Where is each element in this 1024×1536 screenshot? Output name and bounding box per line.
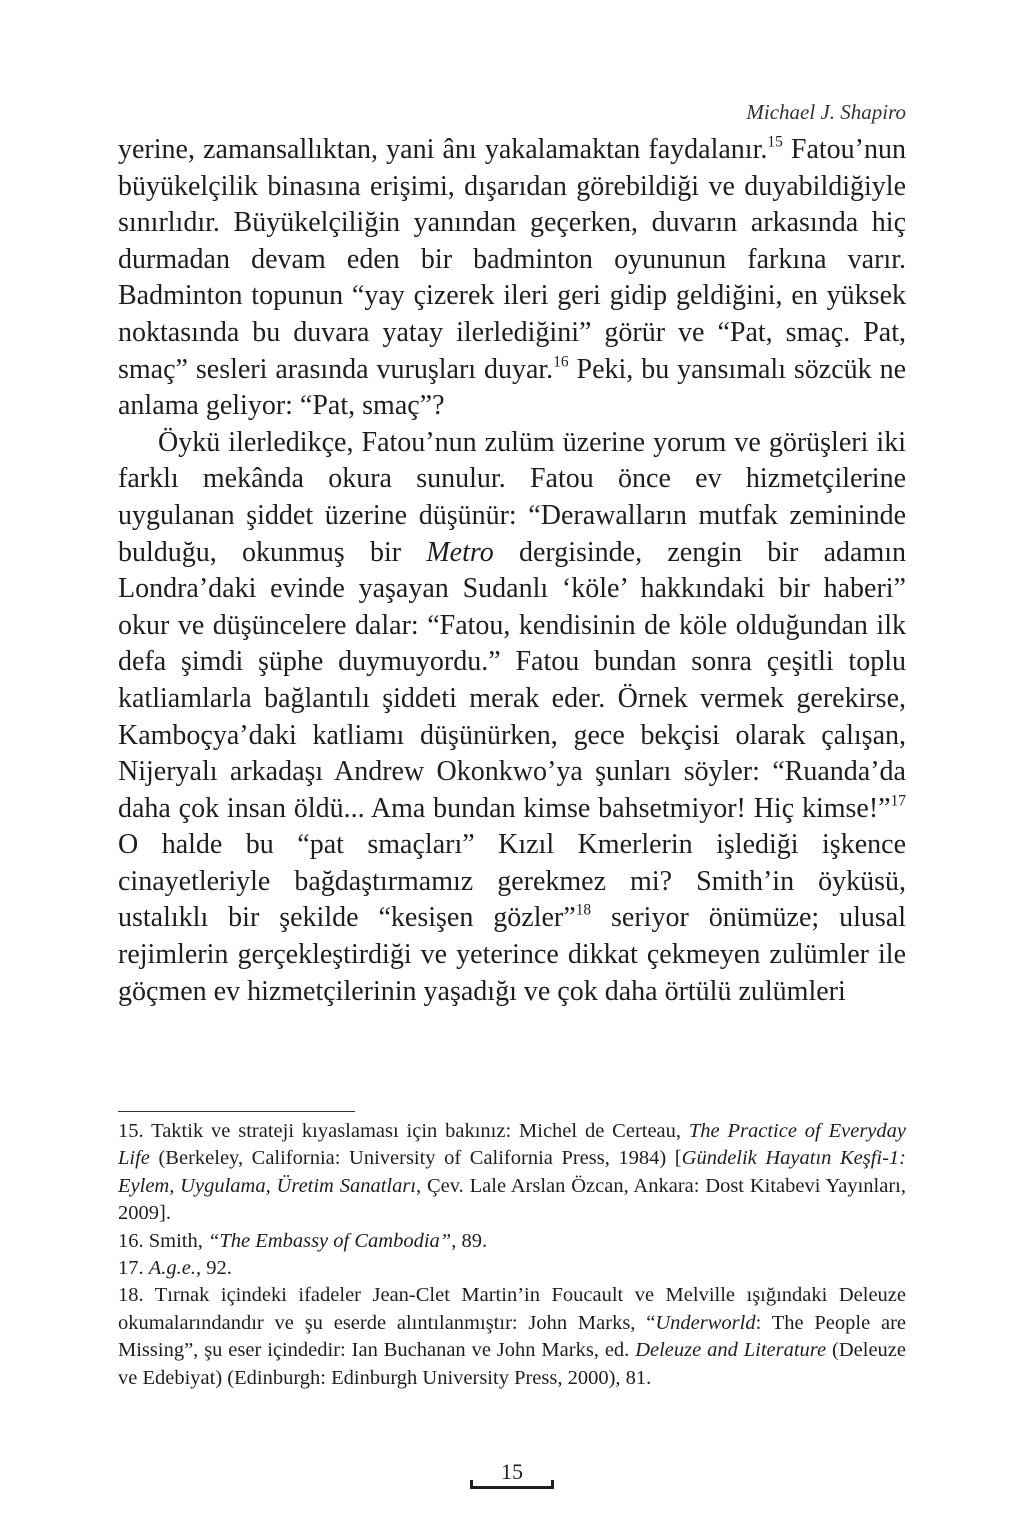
italic-text: Gündelik Hayatın Keşfi-1: Eylem, Uygulama, Üretim Sanatları <box>118 1147 907 1197</box>
italic-text: Deleuze and Literature <box>635 1339 827 1362</box>
footnote-15 <box>118 1118 906 1228</box>
footnote-ref-16: 16 <box>553 353 569 371</box>
text-run: Peki, bu yansımalı sözcük ne anlama geliyor: “Pat, smaç”? <box>118 353 906 422</box>
text-run: : The People are Missing”, şu eser içindedir: Ian Buchanan ve John Marks, ed. <box>118 1311 907 1362</box>
paragraph-1 <box>118 132 906 425</box>
main-body-text <box>118 132 906 1010</box>
text-run: , 89. <box>451 1229 488 1252</box>
italic-text: The Practice of Everyday Life <box>118 1120 907 1170</box>
footnote-ref-18: 18 <box>575 901 592 919</box>
text-run: dergisinde, zengin bir adamın Londra’daki evinde yaşayan Sudanlı ‘köle’ hakkındaki bir haberi” okur ve düşüncelere dalar: “Fatou, kendisinin de köle olduğundan ilk defa şimdi şüphe duymuyordu.” Fatou bundan sonra çeşitli toplu katliamlarla bağlantılı şiddeti merak eder. Örnek vermek gerekirse, Kamboçya’daki katliamı düşünürken, gece bekçisi olarak çalışan, Nijeryalı arkadaşı Andrew Okonkwo’ya şunları söyler: “Ruanda’da daha çok insan öldü... Ama bundan kimse bahsetmiyor! Hiç kimse!” <box>118 536 907 824</box>
text-run: (Deleuze ve Edebiyat) (Edinburgh: Edinburgh University Press, 2000), 81. <box>118 1339 906 1389</box>
page-number-bracket-left <box>470 1480 473 1489</box>
footnote-ref-15: 15 <box>767 133 783 151</box>
italic-text: Underworld <box>655 1311 756 1334</box>
text-run: 17. <box>118 1257 149 1280</box>
page-number-label: 15 <box>501 1459 523 1484</box>
footnote-16 <box>118 1228 906 1255</box>
footnote-18 <box>118 1282 906 1392</box>
text-run: 18. Tırnak içindeki ifadeler Jean-Clet Martin’in Foucault ve Melville ışığındaki Deleuze okumalarındandır ve şu eserde alıntılanmıştır: John Marks, “ <box>118 1284 906 1334</box>
paragraph-2 <box>118 425 906 1011</box>
text-run: Fatou’nun büyükelçilik binasına erişimi, dışarıdan görebildiği ve duyabildiğiyle sınırlıdır. Büyükelçiliğin yanından geçerken, duvarın arkasında hiç durmadan devam eden bir badminton oyununun farkına varır. Badminton topunun “yay çizerek ileri geri gidip geldiğini, en yüksek noktasında bu duvara yatay ilerlediğini” görür ve “Pat, smaç. Pat, smaç” sesleri arasında vuruşları duyar. <box>118 134 906 385</box>
footnote-ref-17: 17 <box>890 792 906 810</box>
footnote-separator <box>118 1111 355 1112</box>
text-run: Öykü ilerledikçe, Fatou’nun zulüm üzerine yorum ve görüşleri iki farklı mekânda okura sunulur. Fatou önce ev hizmetçilerine uygulanan şiddet üzerine düşünür: “Derawalların mutfak zemininde bulduğu, okunmuş bir <box>118 426 906 568</box>
text-run: , Çev. Lale Arslan Özcan, Ankara: Dost Kitabevi Yayınları, 2009]. <box>118 1174 906 1225</box>
italic-text: Metro <box>426 536 494 568</box>
text-run: O halde bu “pat smaçları” Kızıl Kmerlerin işlediği işkence cinayetleriyle bağdaştırmamız gerekmez mi? Smith’in öyküsü, ustalıklı bir şekilde “kesişen gözler” <box>118 829 906 934</box>
text-run: 15. Taktik ve strateji kıyaslaması için bakınız: Michel de Certeau, <box>118 1120 689 1142</box>
page-number-underline <box>470 1486 554 1489</box>
text-run: yerine, zamansallıktan, yani ânı yakalamaktan faydalanır. <box>118 134 768 165</box>
running-header-author: Michael J. Shapiro <box>746 100 906 124</box>
italic-text: “The Embassy of Cambodia” <box>208 1229 452 1252</box>
text-run: (Berkeley, California: University of California Press, 1984) [ <box>149 1147 682 1170</box>
page-number <box>470 1459 554 1485</box>
footnote-17 <box>118 1255 906 1282</box>
text-run: seriyor önümüze; ulusal rejimlerin gerçekleştirdiği ve yeterince dikkat çekmeyen zulümler ile göçmen ev hizmetçilerinin yaşadığı ve çok daha örtülü zulümleri <box>118 902 906 1007</box>
text-run: , 92. <box>196 1257 232 1280</box>
page-number-bracket-right <box>551 1480 554 1489</box>
text-run: 16. Smith, <box>118 1229 208 1252</box>
footnotes <box>118 1118 906 1392</box>
italic-text: A.g.e. <box>148 1257 196 1280</box>
